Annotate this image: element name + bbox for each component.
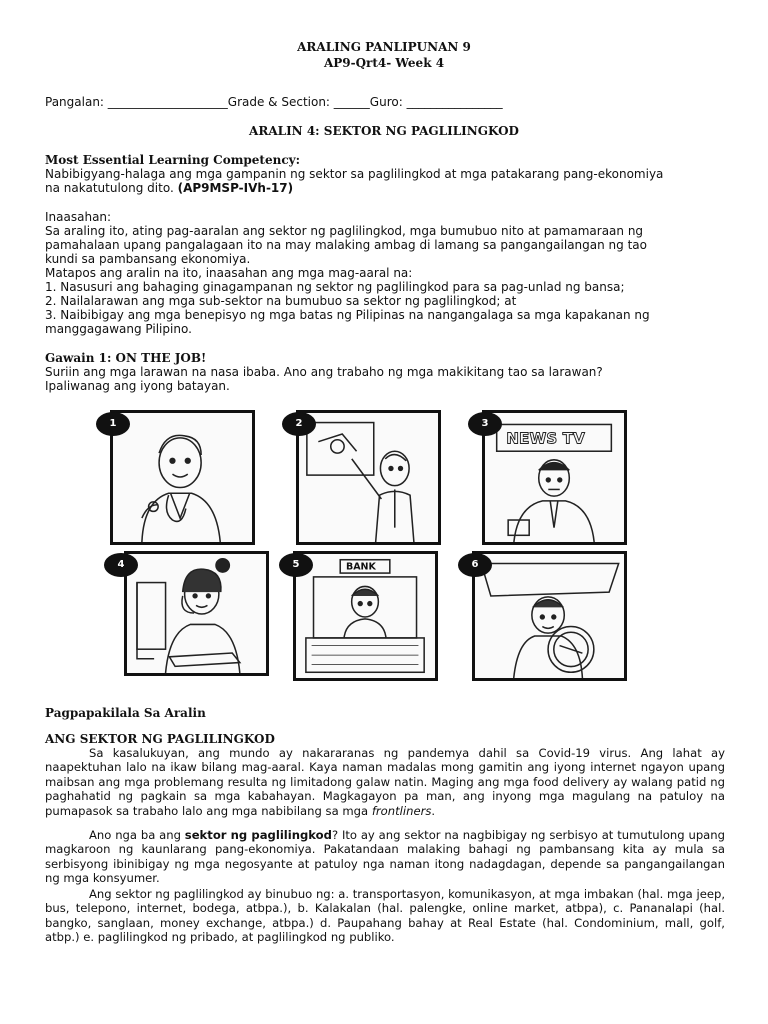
gawain-heading: Gawain 1: ON THE JOB! [45,351,207,365]
picture-number-badge: 1 [96,412,130,436]
jeepney-driver-illustration [475,554,624,678]
melc-text-2: na nakatutulong dito. (AP9MSP-IVh-17) [45,181,294,195]
bank-sign: BANK [345,561,376,573]
inaasahan-line: Matapos ang aralin na ito, inaasahan ang mga mag-aaral na: [45,266,413,280]
objective-item: 1. Nasusuri ang bahaging ginagampanan ng sektor ng paglilingkod para sa pag-unlad ng bansa; [45,280,625,294]
call-center-agent-illustration [127,554,266,673]
melc-heading: Most Essential Learning Competency: [45,153,301,167]
picture-number-badge: 3 [468,412,502,436]
doctor-illustration [113,413,252,542]
picture-doctor [110,410,255,545]
picture-teacher [296,410,441,545]
student-info-line: Pangalan: ____________________Grade & Section: ______Guro: ________________ [45,95,503,109]
gawain-instruction-2: Ipaliwanag ang iyong batayan. [45,379,230,393]
picture-jeepney-driver [472,551,627,681]
picture-number-badge: 6 [458,553,492,577]
section-heading: ANG SEKTOR NG PAGLILINGKOD [45,732,275,746]
objective-item: manggagawang Pilipino. [45,322,192,336]
picture-number-badge: 4 [104,553,138,577]
inaasahan-line: kundi sa pambansang ekonomiya. [45,252,251,266]
inaasahan-line: Sa araling ito, ating pag-aaralan ang sektor ng paglilingkod, mga bumubuo nito at pamamaraan ng [45,224,644,238]
picture-bank-teller [293,551,438,681]
melc-code: (AP9MSP-IVh-17) [177,181,294,195]
teacher-illustration [299,413,438,542]
bank-teller-illustration [296,554,435,678]
picture-news-anchor [482,410,627,545]
picture-number-badge: 5 [279,553,313,577]
melc-text: Nabibigyang-halaga ang mga gampanin ng sektor sa paglilingkod at mga patakarang pang-ekonomiya [45,167,664,181]
body-paragraph: Sa kasalukuyan, ang mundo ay nakararanas ng pandemya dahil sa Covid-19 virus. Ang lahat ay naapektuhan lalo na ikaw bilang mag-aaral. Kaya naman madalas mong gamitin ang iyong internet ngayon upang maibsan ang mga problemang resulta ng limitadong galaw natin. Maging ang mga food delivery ay walang patid ng paghahatid ng pagkain sa mga kabahayan. Magkagayon pa man, ang inyong mga magulang na patuloy na pumapasok sa trabaho lalo ang mga nabibilang sa mga frontliners. [45,746,725,818]
picture-call-center-agent [124,551,269,676]
inaasahan-heading: Inaasahan: [45,210,112,224]
subject-title: ARALING PANLIPUNAN 9 [297,40,471,54]
inaasahan-line: pamahalaan upang pangalagaan ito na may malaking ambag di lamang sa pangangailangan ng tao [45,238,647,252]
objective-item: 3. Naibibigay ang mga benepisyo ng mga batas ng Pilipinas na nangangalaga sa mga kapakanan ng [45,308,650,322]
frontliners-term: frontliners [371,803,432,818]
objective-item: 2. Nailalarawan ang mga sub-sektor na bumubuo sa sektor ng paglilingkod; at [45,294,517,308]
body-paragraph: Ano nga ba ang sektor ng paglilingkod? Ito ay ang sektor na nagbibigay ng serbisyo at tumutulong upang magkaroon ng kaunlarang pang-ekonomiya. Pakatandaan malaking bahagi ng pambansang kita ay mula sa serbisyong ibinibigay ng mga negosyante at patuloy nga naman itong nadagdagan, depende sa pangangailangan ng mga konsyumer. [45,828,725,886]
body-paragraph: Ang sektor ng paglilingkod ay binubuo ng: a. transportasyon, komunikasyon, at mga imbakan (hal. mga jeep, bus, telepono, internet, bodega, atbpa.), b. Kalakalan (hal. palengke, online market, atbpa), c. Pananalapi (hal. bangko, sanglaan, money exchange, atbpa.) d. Paupahang bahay at Real Estate (hal. Condominium, mall, golf, atbp.) e. paglilingkod ng pribado, at paglilingkod ng publiko. [45,887,726,945]
picture-number-badge: 2 [282,412,316,436]
gawain-instruction: Suriin ang mga larawan na nasa ibaba. Ano ang trabaho ng mga makikitang tao sa larawan? [45,365,603,379]
news-anchor-illustration [485,413,624,542]
key-term: sektor ng paglilingkod [184,828,332,842]
news-tv-sign: NEWS TV [506,429,585,448]
quarter-week: AP9-Qrt4- Week 4 [323,56,445,70]
lesson-title: ARALIN 4: SEKTOR NG PAGLILINGKOD [249,124,519,138]
intro-heading: Pagpapakilala Sa Aralin [45,706,206,720]
